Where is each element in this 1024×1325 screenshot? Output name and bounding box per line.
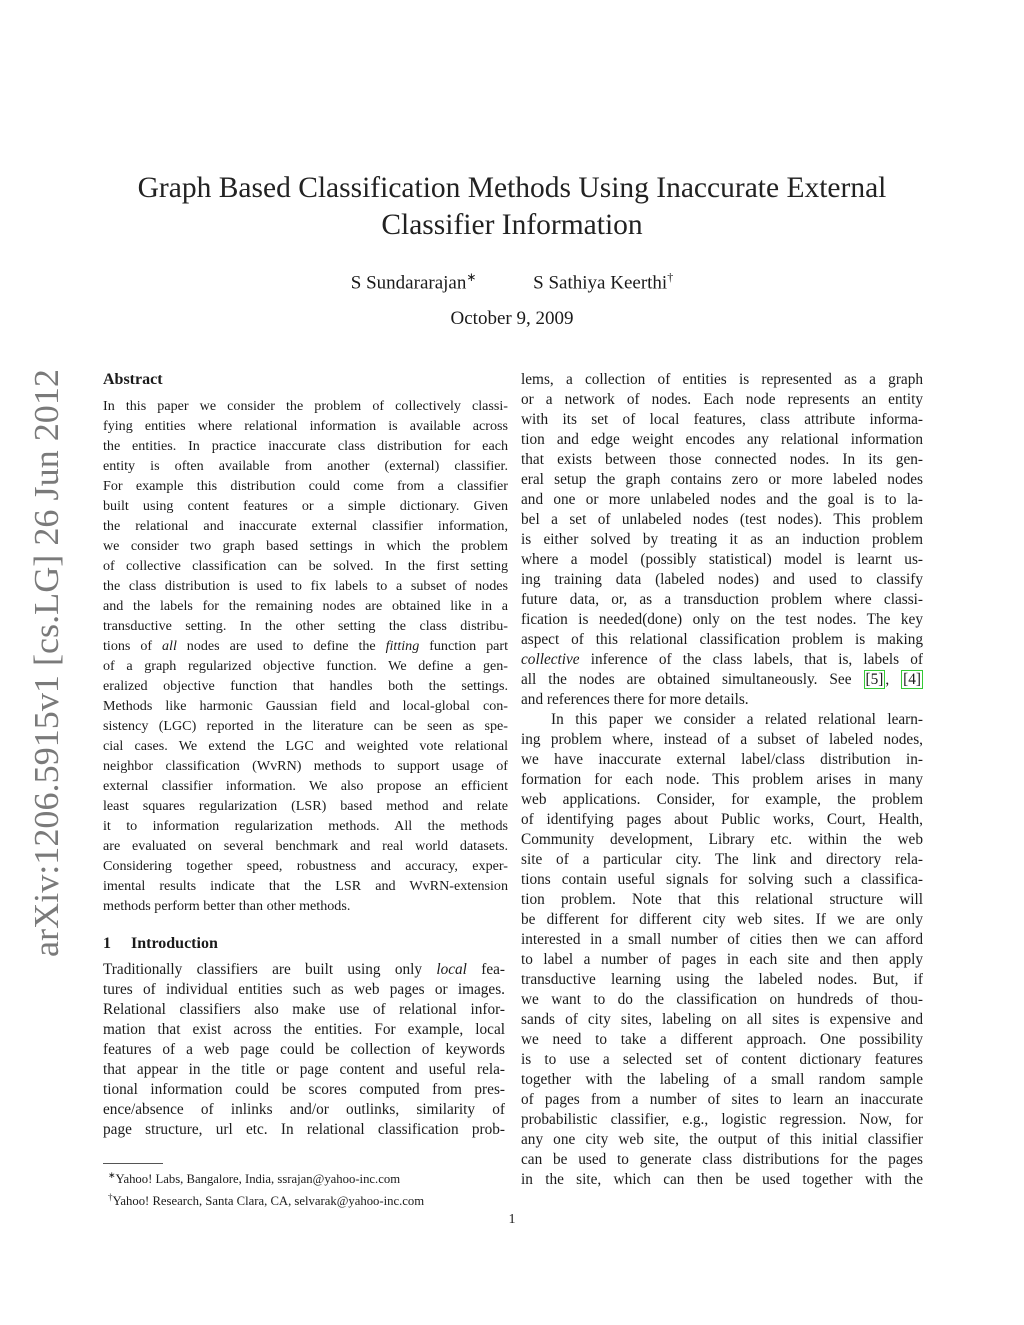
author-1-name: S Sundararajan: [350, 272, 467, 294]
abstract-heading: Abstract: [103, 371, 163, 388]
abstract-line: the class distribution is used to fix labels to a subset of nodes: [103, 578, 508, 594]
body-line: in the site, which can then be used together with the: [521, 1171, 923, 1188]
abstract-line: cial cases. We extend the LGC and weighted vote relational: [103, 738, 508, 754]
emphasis-local: local: [436, 961, 467, 978]
body-line: of pages from a number of sites to learn an inaccurate: [521, 1091, 923, 1108]
arxiv-identifier: arXiv:1206.5915v1 [cs.LG] 26 Jun 2012: [27, 387, 66, 957]
section-number: 1: [103, 935, 111, 952]
body-line: together with the labeling of a small random sample: [521, 1071, 923, 1088]
page-number: 1: [508, 1212, 516, 1227]
body-line: aspect of this relational classification problem is making: [521, 631, 923, 648]
body-line: tion problem. Note that this relational structure will: [521, 891, 923, 908]
emphasis-all: all: [161, 638, 177, 654]
abstract-line: built using content features or a simple dictionary. Given: [103, 498, 508, 514]
citation-link-5[interactable]: [5]: [865, 671, 884, 688]
body-line: future data, or, as a transduction problem where classi-: [521, 591, 923, 608]
abstract-line: of a graph regularized objective function. We define a gen-: [103, 658, 508, 674]
abstract-line: In this paper we consider the problem of collectively classi-: [103, 398, 508, 414]
abstract-text: function part: [419, 638, 508, 654]
footnote-1-mark: ∗: [108, 1170, 116, 1180]
title-line-2: Classifier Information: [381, 209, 643, 241]
body-line: we have inaccurate external label/class distribution in-: [521, 751, 923, 768]
author-list: [100, 264, 924, 296]
body-line: ing problem where, instead of a subset of labeled nodes,: [521, 731, 923, 748]
intro-line: page structure, url etc. In relational classification prob-: [103, 1121, 505, 1138]
body-line: fication is needed(done) only on the test nodes. The key: [521, 611, 923, 628]
abstract-line: and the labels for the remaining nodes are obtained like in a: [103, 598, 508, 614]
abstract-text: nodes are used to define the: [176, 638, 386, 654]
author-2: [533, 264, 673, 296]
body-line: probabilistic classifier, e.g., logistic regression. Now, for: [521, 1111, 923, 1128]
abstract-line: we consider two graph based settings in which the problem: [103, 538, 508, 554]
body-line: Community development, Library etc. within the web: [521, 831, 923, 848]
body-line: we want to do the classification on hundreds of thou-: [521, 991, 923, 1008]
body-text: ,: [885, 671, 902, 688]
footnote-2: [108, 1188, 508, 1210]
body-line: interested in a small number of cities then we can afford: [521, 931, 923, 948]
section-title: Introduction: [131, 935, 218, 952]
abstract-line: external classifier information. We also propose an efficient: [103, 778, 508, 794]
abstract-line: the entities. In practice inaccurate class distribution for each: [103, 438, 508, 454]
introduction-right-column: [521, 370, 923, 1190]
body-line: where a model (possibly statistical) model is learnt us-: [521, 551, 923, 568]
body-line: or a network of nodes. Each node represents an entity: [521, 391, 923, 408]
intro-line: mation that exist across the entities. For example, local: [103, 1021, 505, 1038]
body-line: and references there for more details.: [521, 691, 749, 708]
body-text: inference of the class labels, that is, labels of: [579, 651, 923, 668]
author-1-footnote-mark: ∗: [466, 270, 477, 284]
footnote-1: [108, 1166, 508, 1188]
abstract-line: of collective classification can be solved. In the first setting: [103, 558, 508, 574]
body-line: any one city web site, the output of this initial classifier: [521, 1131, 923, 1148]
title-line-1: Graph Based Classification Methods Using Inaccurate External: [137, 172, 887, 204]
body-line: can be used to generate class distributions for the pages: [521, 1151, 923, 1168]
body-line: [521, 670, 923, 690]
abstract-line: are evaluated on several benchmark and real world datasets.: [103, 838, 508, 854]
abstract-line: least squares regularization (LSR) based method and relate: [103, 798, 508, 814]
abstract-line: eralized objective function that handles both the settings.: [103, 678, 508, 694]
intro-line: tures of individual entities such as web pages or images.: [103, 981, 505, 998]
footnote-2-text: Yahoo! Research, Santa Clara, CA, selvarak@yahoo-inc.com: [112, 1194, 425, 1209]
intro-line: features of a web page could be collection of keywords: [103, 1041, 505, 1058]
author-2-name: S Sathiya Keerthi: [533, 272, 668, 294]
body-line: with its set of local features, class attribute informa-: [521, 411, 923, 428]
body-line: and one or more unlabeled nodes and the goal is to la-: [521, 491, 923, 508]
body-line: that exists between those connected nodes. In its gen-: [521, 451, 923, 468]
abstract-line: sistency (LGC) reported in the literature can be seen as spe-: [103, 718, 508, 734]
author-1: [351, 264, 477, 296]
abstract-line: Considering together speed, robustness and accuracy, exper-: [103, 858, 508, 874]
citation-link-4[interactable]: [4]: [903, 671, 922, 688]
introduction-left-column: [103, 960, 505, 1140]
body-line: tions contain useful signals for solving such a classifica-: [521, 871, 923, 888]
author-2-footnote-mark: †: [667, 270, 674, 284]
abstract-line: transductive setting. In the other setting the class distribu-: [103, 618, 508, 634]
abstract-line: fying entities where relational information is available across: [103, 418, 508, 434]
footnote-rule: [103, 1163, 163, 1164]
arxiv-sidebar-stamp: [14, 368, 70, 958]
body-line: is either solved by treating it as an induction problem: [521, 531, 923, 548]
body-line: of identifying pages about Public works, Court, Health,: [521, 811, 923, 828]
abstract-body: [103, 396, 508, 916]
intro-text: Traditionally classifiers are built using only: [103, 961, 437, 978]
abstract-line: Methods like harmonic Gaussian field and local-global con-: [103, 698, 508, 714]
body-line: be different for different city web sites. If we are only: [521, 911, 923, 928]
abstract-line: neighbor classification (WvRN) methods to support usage of: [103, 758, 508, 774]
body-line: is to use a selected set of content dictionary features: [521, 1051, 923, 1068]
body-line: [521, 650, 923, 670]
intro-line: [103, 960, 505, 980]
abstract-line: it to information regularization methods. All the methods: [103, 818, 508, 834]
emphasis-collective: collective: [521, 651, 580, 668]
intro-line: that appear in the title or page content and useful rela-: [103, 1061, 505, 1078]
body-text: all the nodes are obtained simultaneously. See: [521, 671, 864, 688]
footnotes: [108, 1166, 508, 1210]
body-line: formation for each node. This problem arises in many: [521, 771, 923, 788]
intro-line: ence/absence of inlinks and/or outlinks, similarity of: [103, 1101, 505, 1118]
intro-line: tional information could be scores computed from pres-: [103, 1081, 505, 1098]
abstract-line: the relational and inaccurate external classifier information,: [103, 518, 508, 534]
body-line: ing training data (labeled nodes) and used to classify: [521, 571, 923, 588]
body-line: tion and edge weight encodes any relational information: [521, 431, 923, 448]
body-line: sands of city sites, labeling on all sites is expensive and: [521, 1011, 923, 1028]
abstract-line: [103, 636, 508, 656]
footnote-1-text: Yahoo! Labs, Bangalore, India, ssrajan@yahoo-inc.com: [115, 1172, 401, 1187]
body-line: eral setup the graph contains zero or more labeled nodes: [521, 471, 923, 488]
body-line: web applications. Consider, for example, the problem: [521, 791, 923, 808]
body-line: lems, a collection of entities is represented as a graph: [521, 371, 923, 388]
body-line: bel a set of unlabeled nodes (test nodes). This problem: [521, 511, 923, 528]
body-line: In this paper we consider a related relational learn-: [551, 711, 923, 728]
body-line: site of a particular city. The link and directory rela-: [521, 851, 923, 868]
intro-line: Relational classifiers also make use of relational infor-: [103, 1001, 505, 1018]
abstract-line: imental results indicate that the LSR and WvRN-extension: [103, 878, 508, 894]
paper-date: October 9, 2009: [450, 308, 574, 329]
footnote-2-mark: †: [108, 1192, 113, 1203]
body-line: we need to take a different approach. One possibility: [521, 1031, 923, 1048]
body-line: transductive learning using the labeled nodes. But, if: [521, 971, 923, 988]
paper-title: [100, 170, 924, 244]
emphasis-fitting: fitting: [385, 638, 420, 654]
intro-text: fea-: [466, 961, 505, 978]
abstract-line: For example this distribution could come from a classifier: [103, 478, 508, 494]
abstract-line: methods perform better than other methods.: [103, 898, 351, 914]
abstract-text: tions of: [103, 638, 162, 654]
body-line: to label a number of pages in each site and then apply: [521, 951, 923, 968]
section-heading: [103, 934, 218, 954]
abstract-line: entity is often available from another (external) classifier.: [103, 458, 508, 474]
